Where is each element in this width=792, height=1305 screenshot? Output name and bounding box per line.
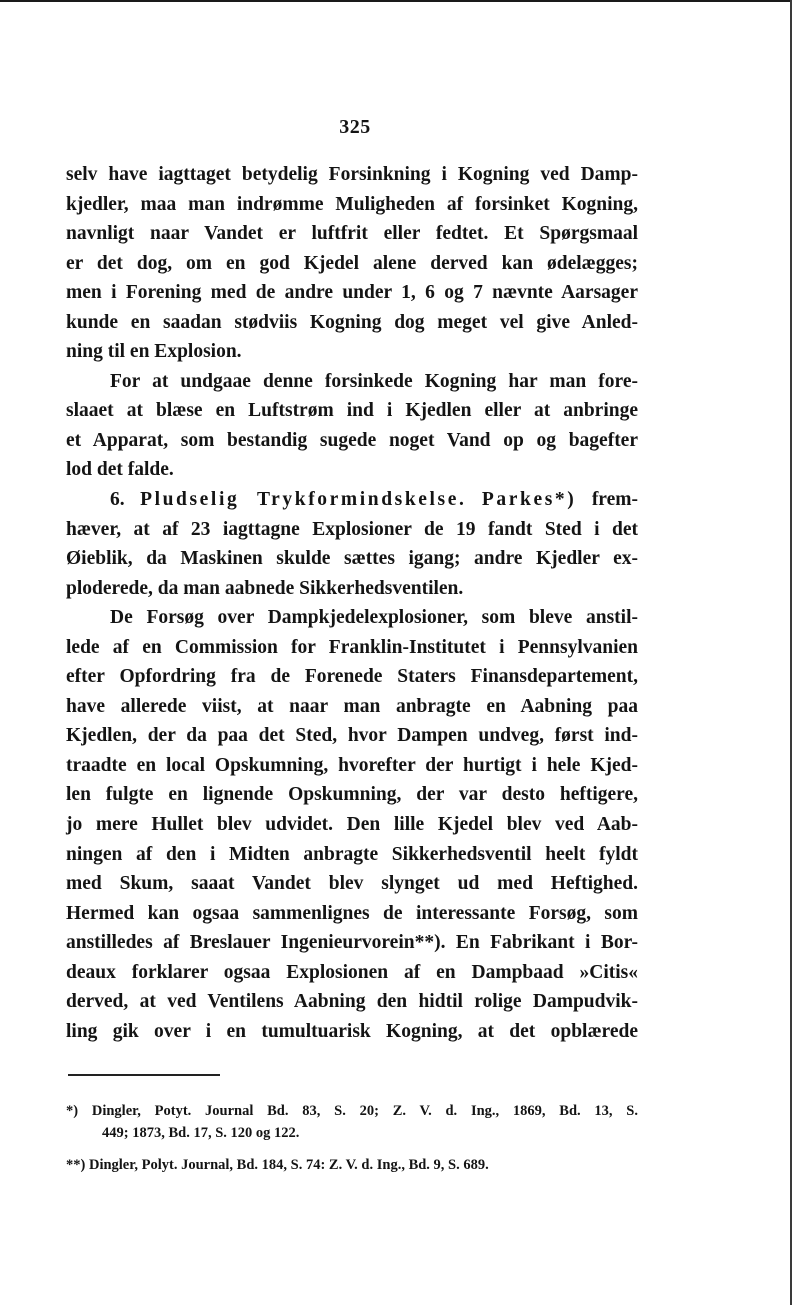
section-number: 6. bbox=[110, 489, 125, 511]
page-number: 325 bbox=[339, 116, 371, 138]
footnote-2 bbox=[66, 1154, 638, 1176]
paragraph-1 bbox=[66, 160, 638, 367]
footnote-text: Dingler, Potyt. Journal Bd. 83, S. 20; Z. V. d. Ing., 1869, Bd. 13, S. bbox=[91, 1103, 639, 1119]
text-line: De Forsøg over Dampkjedelexplosioner, som bleve anstil- bbox=[110, 607, 638, 629]
footnote-mark: *) bbox=[66, 1103, 79, 1119]
footnote-line bbox=[66, 1100, 638, 1122]
footnote-text: Dingler, Polyt. Journal, Bd. 184, S. 74: Z. V. d. Ing., Bd. 9, S. 689. bbox=[88, 1157, 489, 1173]
paragraph-2 bbox=[66, 367, 638, 485]
body-text bbox=[66, 160, 638, 1046]
text-line: hæver, at af 23 iagttagne Explosioner de 19 fandt Sted i det bbox=[66, 518, 638, 540]
text-line: len fulgte en lignende Opskumning, der var desto heftigere, bbox=[66, 784, 638, 806]
text-line: selv have iagttaget betydelig Forsinkning i Kogning ved Damp- bbox=[66, 164, 638, 185]
text-line: slaaet at blæse en Luftstrøm ind i Kjedlen eller at anbringe bbox=[66, 400, 638, 422]
text-line: kjedler, maa man indrømme Muligheden af forsinket Kogning, bbox=[66, 193, 638, 215]
footnote-1 bbox=[66, 1100, 638, 1144]
footnotes bbox=[66, 1100, 638, 1176]
text-line: efter Opfordring fra de Forenede Staters Finansdepartement, bbox=[66, 666, 638, 688]
text-line: lede af en Commission for Franklin-Institutet i Pennsylvanien bbox=[66, 636, 638, 658]
text-line: ling gik over i en tumultuarisk Kogning, at det opblærede bbox=[66, 1020, 638, 1042]
text-line: deaux forklarer ogsaa Explosionen af en Dampbaad »Citis« bbox=[66, 961, 638, 983]
text-line: jo mere Hullet blev udvidet. Den lille Kjedel blev ved Aab- bbox=[66, 814, 638, 836]
text-line: et Apparat, som bestandig sugede noget Vand op og bagefter bbox=[66, 429, 638, 451]
text-line: er det dog, om en god Kjedel alene derved kan ødelægges; bbox=[66, 252, 638, 274]
section-title: Pludselig Trykformindskelse. bbox=[140, 489, 467, 511]
paragraph-4 bbox=[66, 603, 638, 1046]
footnote-separator bbox=[68, 1074, 220, 1076]
paragraph-3 bbox=[66, 485, 638, 603]
text-line: Hermed kan ogsaa sammenlignes de interessante Forsøg, som bbox=[66, 902, 638, 924]
footnote-line bbox=[66, 1154, 638, 1176]
text-line: Kjedlen, der da paa det Sted, hvor Dampen undveg, først ind- bbox=[66, 725, 638, 747]
text-line: For at undgaae denne forsinkede Kogning har man fore- bbox=[110, 370, 638, 392]
text-line: anstilledes af Breslauer Ingenieurvorein**). En Fabrikant i Bor- bbox=[66, 932, 638, 954]
author-reference: Parkes*) bbox=[481, 489, 577, 511]
page-edge-top bbox=[0, 0, 792, 2]
text-line: men i Forening med de andre under 1, 6 og 7 nævnte Aarsager bbox=[66, 282, 638, 304]
text-line: med Skum, saaat Vandet blev slynget ud med Heftighed. bbox=[66, 873, 638, 895]
text-line: kunde en saadan stødviis Kogning dog meget vel give Anled- bbox=[66, 311, 638, 333]
text-line: ning til en Explosion. bbox=[66, 341, 242, 363]
text-line: Øieblik, da Maskinen skulde sættes igang; andre Kjedler ex- bbox=[66, 548, 638, 570]
text-line: derved, at ved Ventilens Aabning den hidtil rolige Dampudvik- bbox=[66, 991, 638, 1013]
text-line: ploderede, da man aabnede Sikkerhedsventilen. bbox=[66, 577, 464, 599]
footnote-line: 449; 1873, Bd. 17, S. 120 og 122. bbox=[102, 1125, 300, 1141]
text-line: lod det falde. bbox=[66, 459, 174, 481]
text-line: have allerede viist, at naar man anbragte en Aabning paa bbox=[66, 695, 638, 717]
footnote-mark: **) bbox=[66, 1157, 86, 1173]
text-line: ningen af den i Midten anbragte Sikkerhedsventil heelt fyldt bbox=[66, 843, 638, 865]
section-heading-line bbox=[66, 485, 638, 515]
text-line: navnligt naar Vandet er luftfrit eller fedtet. Et Spørgsmaal bbox=[66, 223, 638, 245]
text-fragment: frem- bbox=[591, 489, 639, 511]
text-line: traadte en local Opskumning, hvorefter der hurtigt i hele Kjed- bbox=[66, 754, 638, 776]
